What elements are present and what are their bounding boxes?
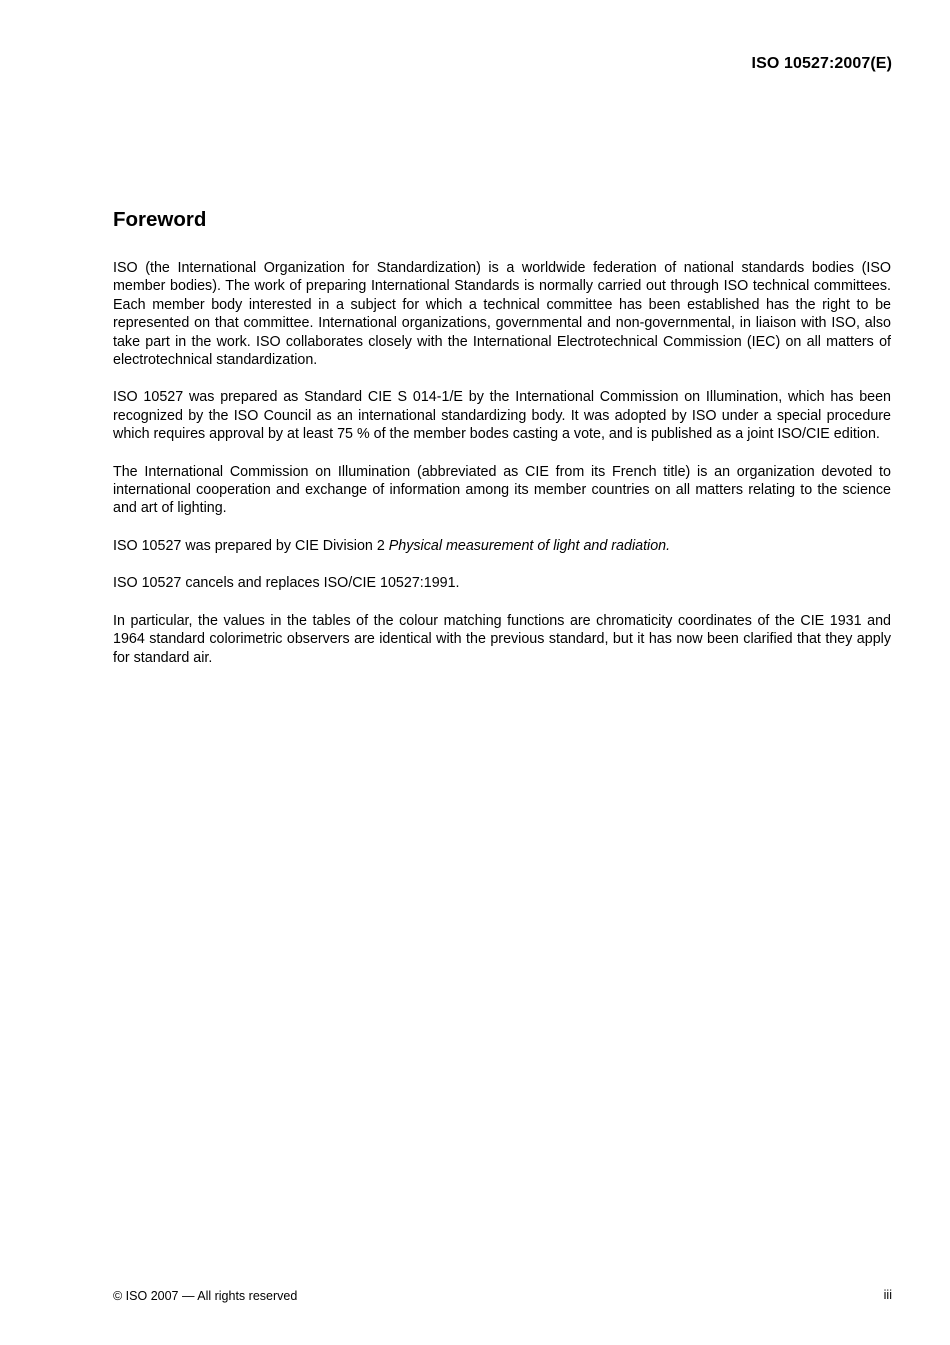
page-title: Foreword <box>113 208 207 231</box>
footer-page-number: iii <box>883 1288 892 1302</box>
division-prefix: ISO 10527 was prepared by CIE Division 2 <box>113 537 389 554</box>
document-id-header: ISO 10527:2007(E) <box>751 55 892 72</box>
footer-copyright: © ISO 2007 — All rights reserved <box>113 1289 298 1303</box>
paragraph-iso-description: ISO (the International Organization for Standardization) is a worldwide federation of national standards bodies (ISO member bodies). The work of preparing International Standards is normally carried out through ISO technical committees. Each member body interested in a subject for which a technical committee has been established has the right to be represented on that committee. International organizations, governmental and non-governmental, in liaison with ISO, also take part in the work. ISO collaborates closely with the International Electrotechnical Commission (IEC) on all matters of electrotechnical standardization. <box>113 260 891 369</box>
division-title: Physical measurement of light and radiation. <box>388 537 671 554</box>
paragraph-cancels: ISO 10527 cancels and replaces ISO/CIE 10527:1991. <box>113 575 460 592</box>
paragraph-clarification: In particular, the values in the tables of the colour matching functions are chromaticity coordinates of the CIE 1931 and 1964 standard colorimetric observers are identical with the previous standard, but it has now been clarified that they apply for standard air. <box>113 612 891 666</box>
paragraph-cie-preparation: ISO 10527 was prepared as Standard CIE S 014-1/E by the International Commission on Illumination, which has been recognized by the ISO Council as an international standardizing body. It was adopted by ISO under a special procedure which requires approval by at least 75 % of the member bodes casting a vote, and is published as a joint ISO/CIE edition. <box>113 389 891 443</box>
page-content <box>113 208 891 686</box>
paragraph-cie-description: The International Commission on Illumination (abbreviated as CIE from its French title) is an organization devoted to international cooperation and exchange of information among its member countries on all matters relating to the science and art of lighting. <box>113 463 891 517</box>
paragraph-division <box>113 537 891 555</box>
